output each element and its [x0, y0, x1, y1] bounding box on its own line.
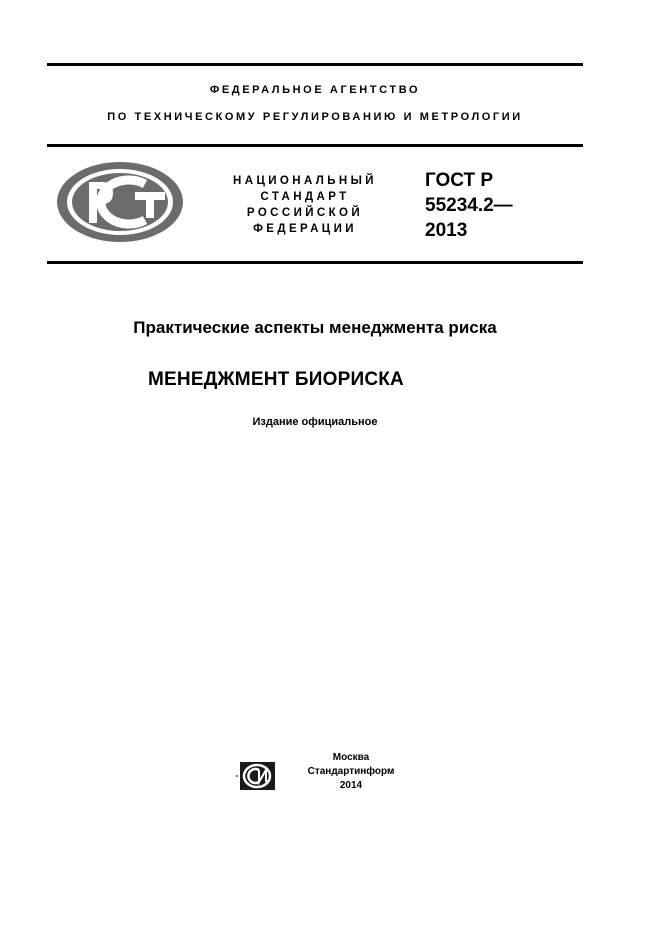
designation-line-3: 2013 [425, 220, 468, 241]
standard-type-line-1: НАЦИОНАЛЬНЫЙ [233, 175, 377, 187]
imprint-city: Москва [332, 752, 370, 763]
standard-type-line-3: РОССИЙСКОЙ [246, 207, 364, 219]
imprint-year: 2014 [339, 780, 363, 791]
designation-line-1: ГОСТ Р [425, 170, 494, 191]
imprint-publisher: Стандартинформ [307, 766, 395, 777]
standard-designation [425, 168, 513, 243]
top-rule [47, 63, 583, 66]
imprint-block [296, 751, 406, 793]
standard-type-line-2: СТАНДАРТ [260, 191, 350, 203]
header-rule [47, 144, 583, 147]
gost-r-logo-icon [55, 160, 185, 244]
document-title: МЕНЕДЖМЕНТ БИОРИСКА [148, 369, 404, 390]
standard-type-line-4: ФЕДЕРАЦИИ [253, 223, 357, 235]
agency-name-line-2: ПО ТЕХНИЧЕСКОМУ РЕГУЛИРОВАНИЮ И МЕТРОЛОГИИ [107, 111, 523, 123]
agency-name-line-1: ФЕДЕРАЛЬНОЕ АГЕНТСТВО [209, 84, 421, 96]
standard-type-block [210, 173, 400, 237]
designation-line-2: 55234.2— [425, 195, 513, 216]
edition-note: Издание официальное [252, 416, 378, 428]
series-title: Практические аспекты менеджмента риска [133, 318, 497, 337]
designation-rule [47, 261, 583, 264]
standartinform-logo-icon [235, 760, 277, 792]
